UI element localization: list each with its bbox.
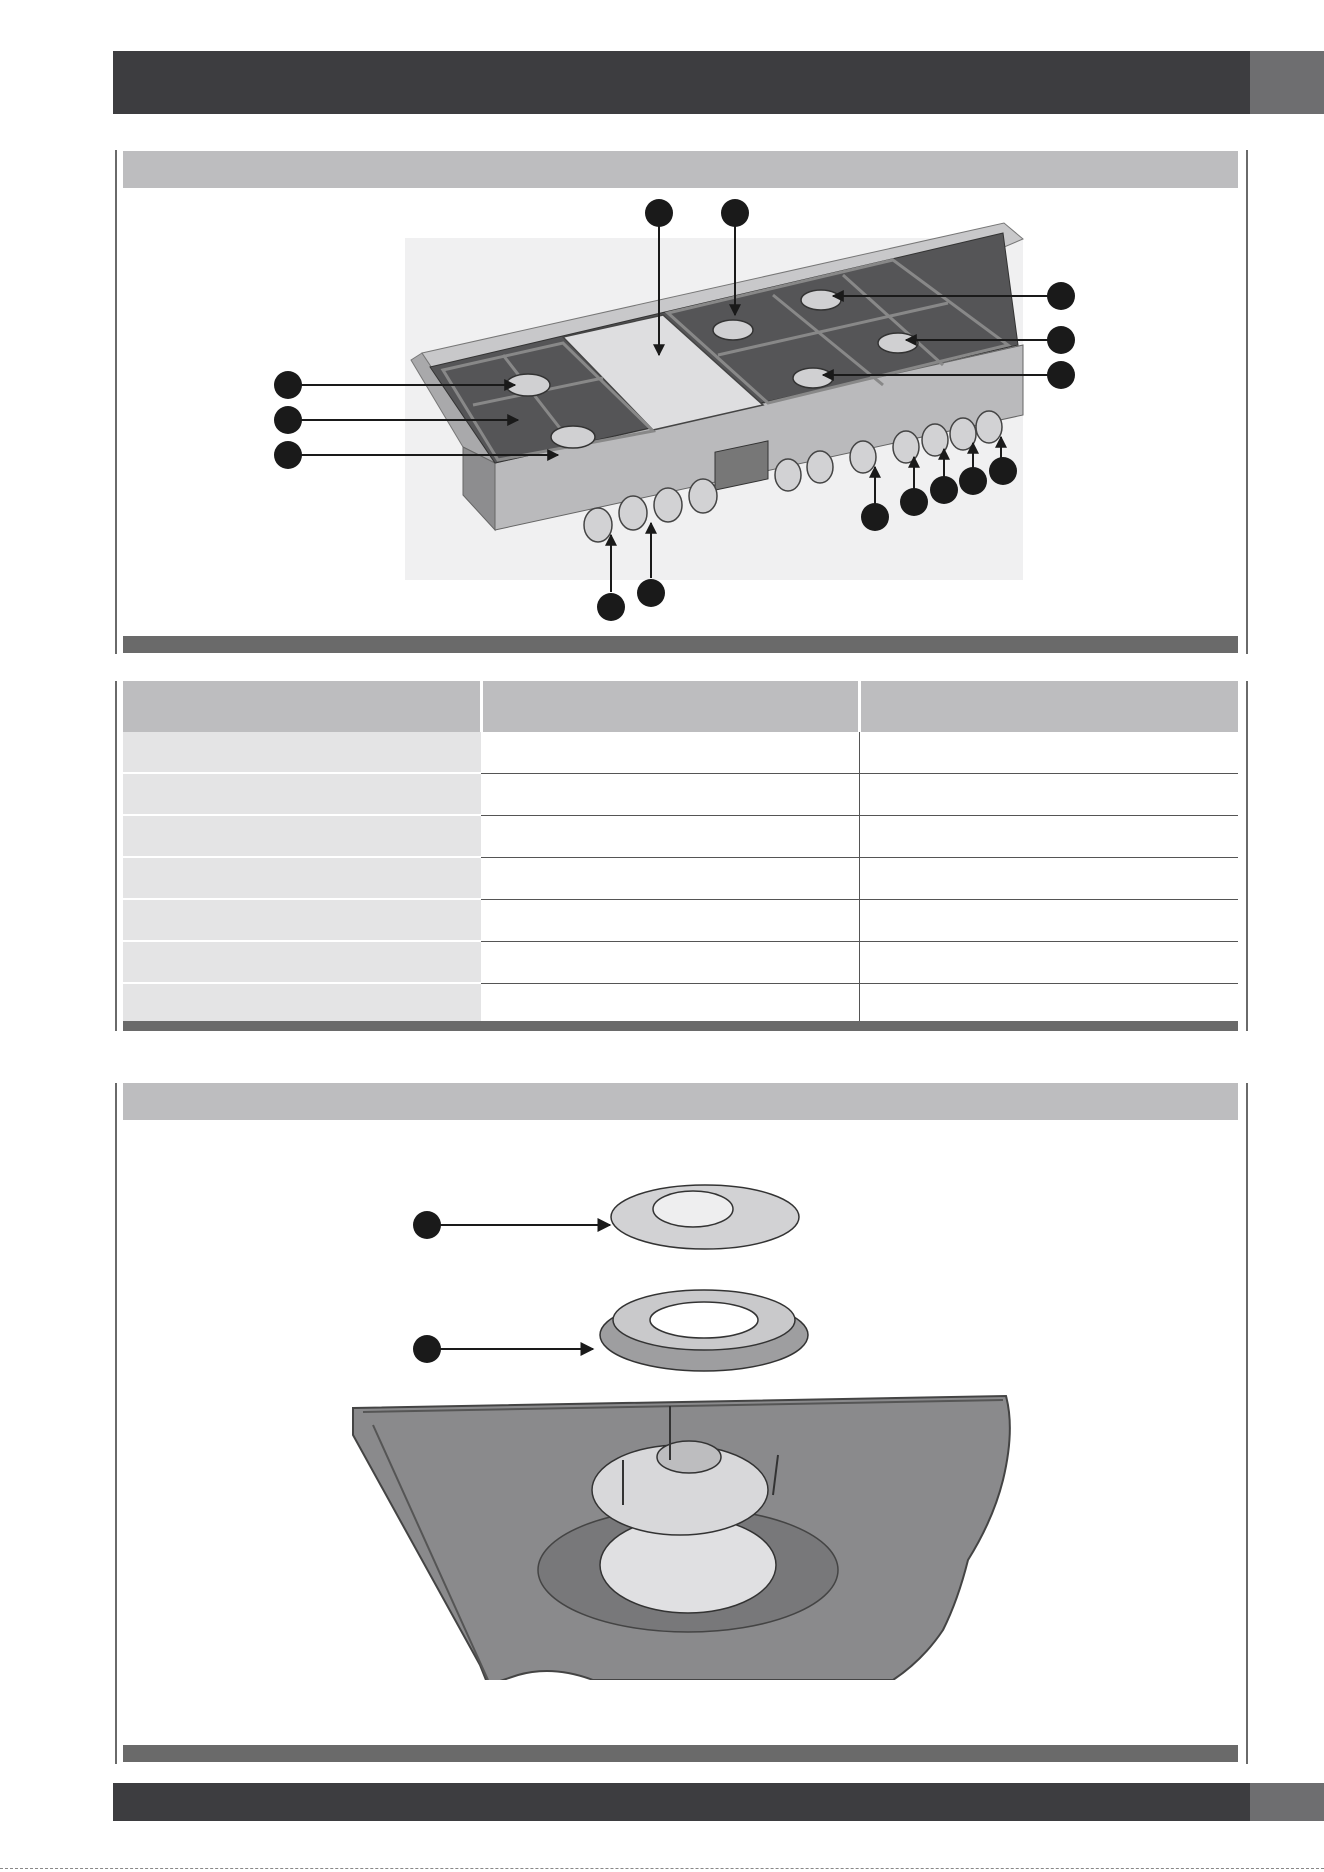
cooktop-illustration <box>123 195 1238 635</box>
table-cell <box>859 773 1238 815</box>
table-cell <box>859 815 1238 857</box>
table-row-label <box>123 773 481 815</box>
callout-marker <box>1047 361 1075 389</box>
table-right-rule <box>1246 681 1248 1031</box>
section2-header <box>123 1083 1238 1120</box>
section1-footer-bar <box>123 636 1238 653</box>
callout-marker <box>637 579 665 607</box>
table-left-rule <box>115 681 117 1031</box>
table-cell <box>481 732 859 773</box>
section2-footer-bar <box>123 1745 1238 1762</box>
table-col-header <box>481 681 859 732</box>
table-cell <box>859 983 1238 1024</box>
table-col-header <box>123 681 481 732</box>
table-row-label <box>123 732 481 773</box>
callout-marker <box>597 593 625 621</box>
page-header-bar <box>113 51 1250 114</box>
table-row-label <box>123 983 481 1024</box>
table-row <box>123 815 1238 857</box>
callout-marker <box>1047 282 1075 310</box>
table-cell <box>481 941 859 983</box>
table-row-label <box>123 941 481 983</box>
table-row <box>123 732 1238 773</box>
burner-assembly-illustration <box>123 1160 1238 1680</box>
callout-marker <box>959 467 987 495</box>
table-col-header <box>859 681 1238 732</box>
table-footer-bar <box>123 1021 1238 1031</box>
callout-marker <box>930 476 958 504</box>
table-row-label <box>123 857 481 899</box>
table-row <box>123 899 1238 941</box>
callout-marker <box>645 199 673 227</box>
callout-marker <box>721 199 749 227</box>
table-cell <box>481 815 859 857</box>
table-row-label <box>123 899 481 941</box>
callout-marker <box>274 441 302 469</box>
table-row <box>123 857 1238 899</box>
section1-header <box>123 151 1238 188</box>
page-header-tab <box>1250 51 1324 114</box>
section1-left-rule <box>115 150 117 654</box>
table-cell <box>481 899 859 941</box>
callout-marker <box>1047 326 1075 354</box>
page-cut-line <box>0 1868 1324 1869</box>
table-cell <box>859 941 1238 983</box>
page-footer-bar <box>113 1783 1250 1821</box>
table-cell <box>481 983 859 1024</box>
callout-marker <box>413 1335 441 1363</box>
burner-spec-table <box>123 681 1238 1024</box>
callout-marker <box>861 503 889 531</box>
section2-left-rule <box>115 1083 117 1764</box>
table-row <box>123 941 1238 983</box>
callout-marker <box>413 1211 441 1239</box>
table-cell <box>859 899 1238 941</box>
table-cell <box>481 857 859 899</box>
section1-right-rule <box>1246 150 1248 654</box>
table-cell <box>481 773 859 815</box>
table-header-row <box>123 681 1238 732</box>
callout-marker <box>274 371 302 399</box>
callout-marker <box>274 406 302 434</box>
callout-marker <box>900 488 928 516</box>
table-row-label <box>123 815 481 857</box>
table-cell <box>859 732 1238 773</box>
table-row <box>123 983 1238 1024</box>
table-row <box>123 773 1238 815</box>
page-footer-tab <box>1250 1783 1324 1821</box>
callout-marker <box>989 457 1017 485</box>
section2-right-rule <box>1246 1083 1248 1764</box>
table-cell <box>859 857 1238 899</box>
